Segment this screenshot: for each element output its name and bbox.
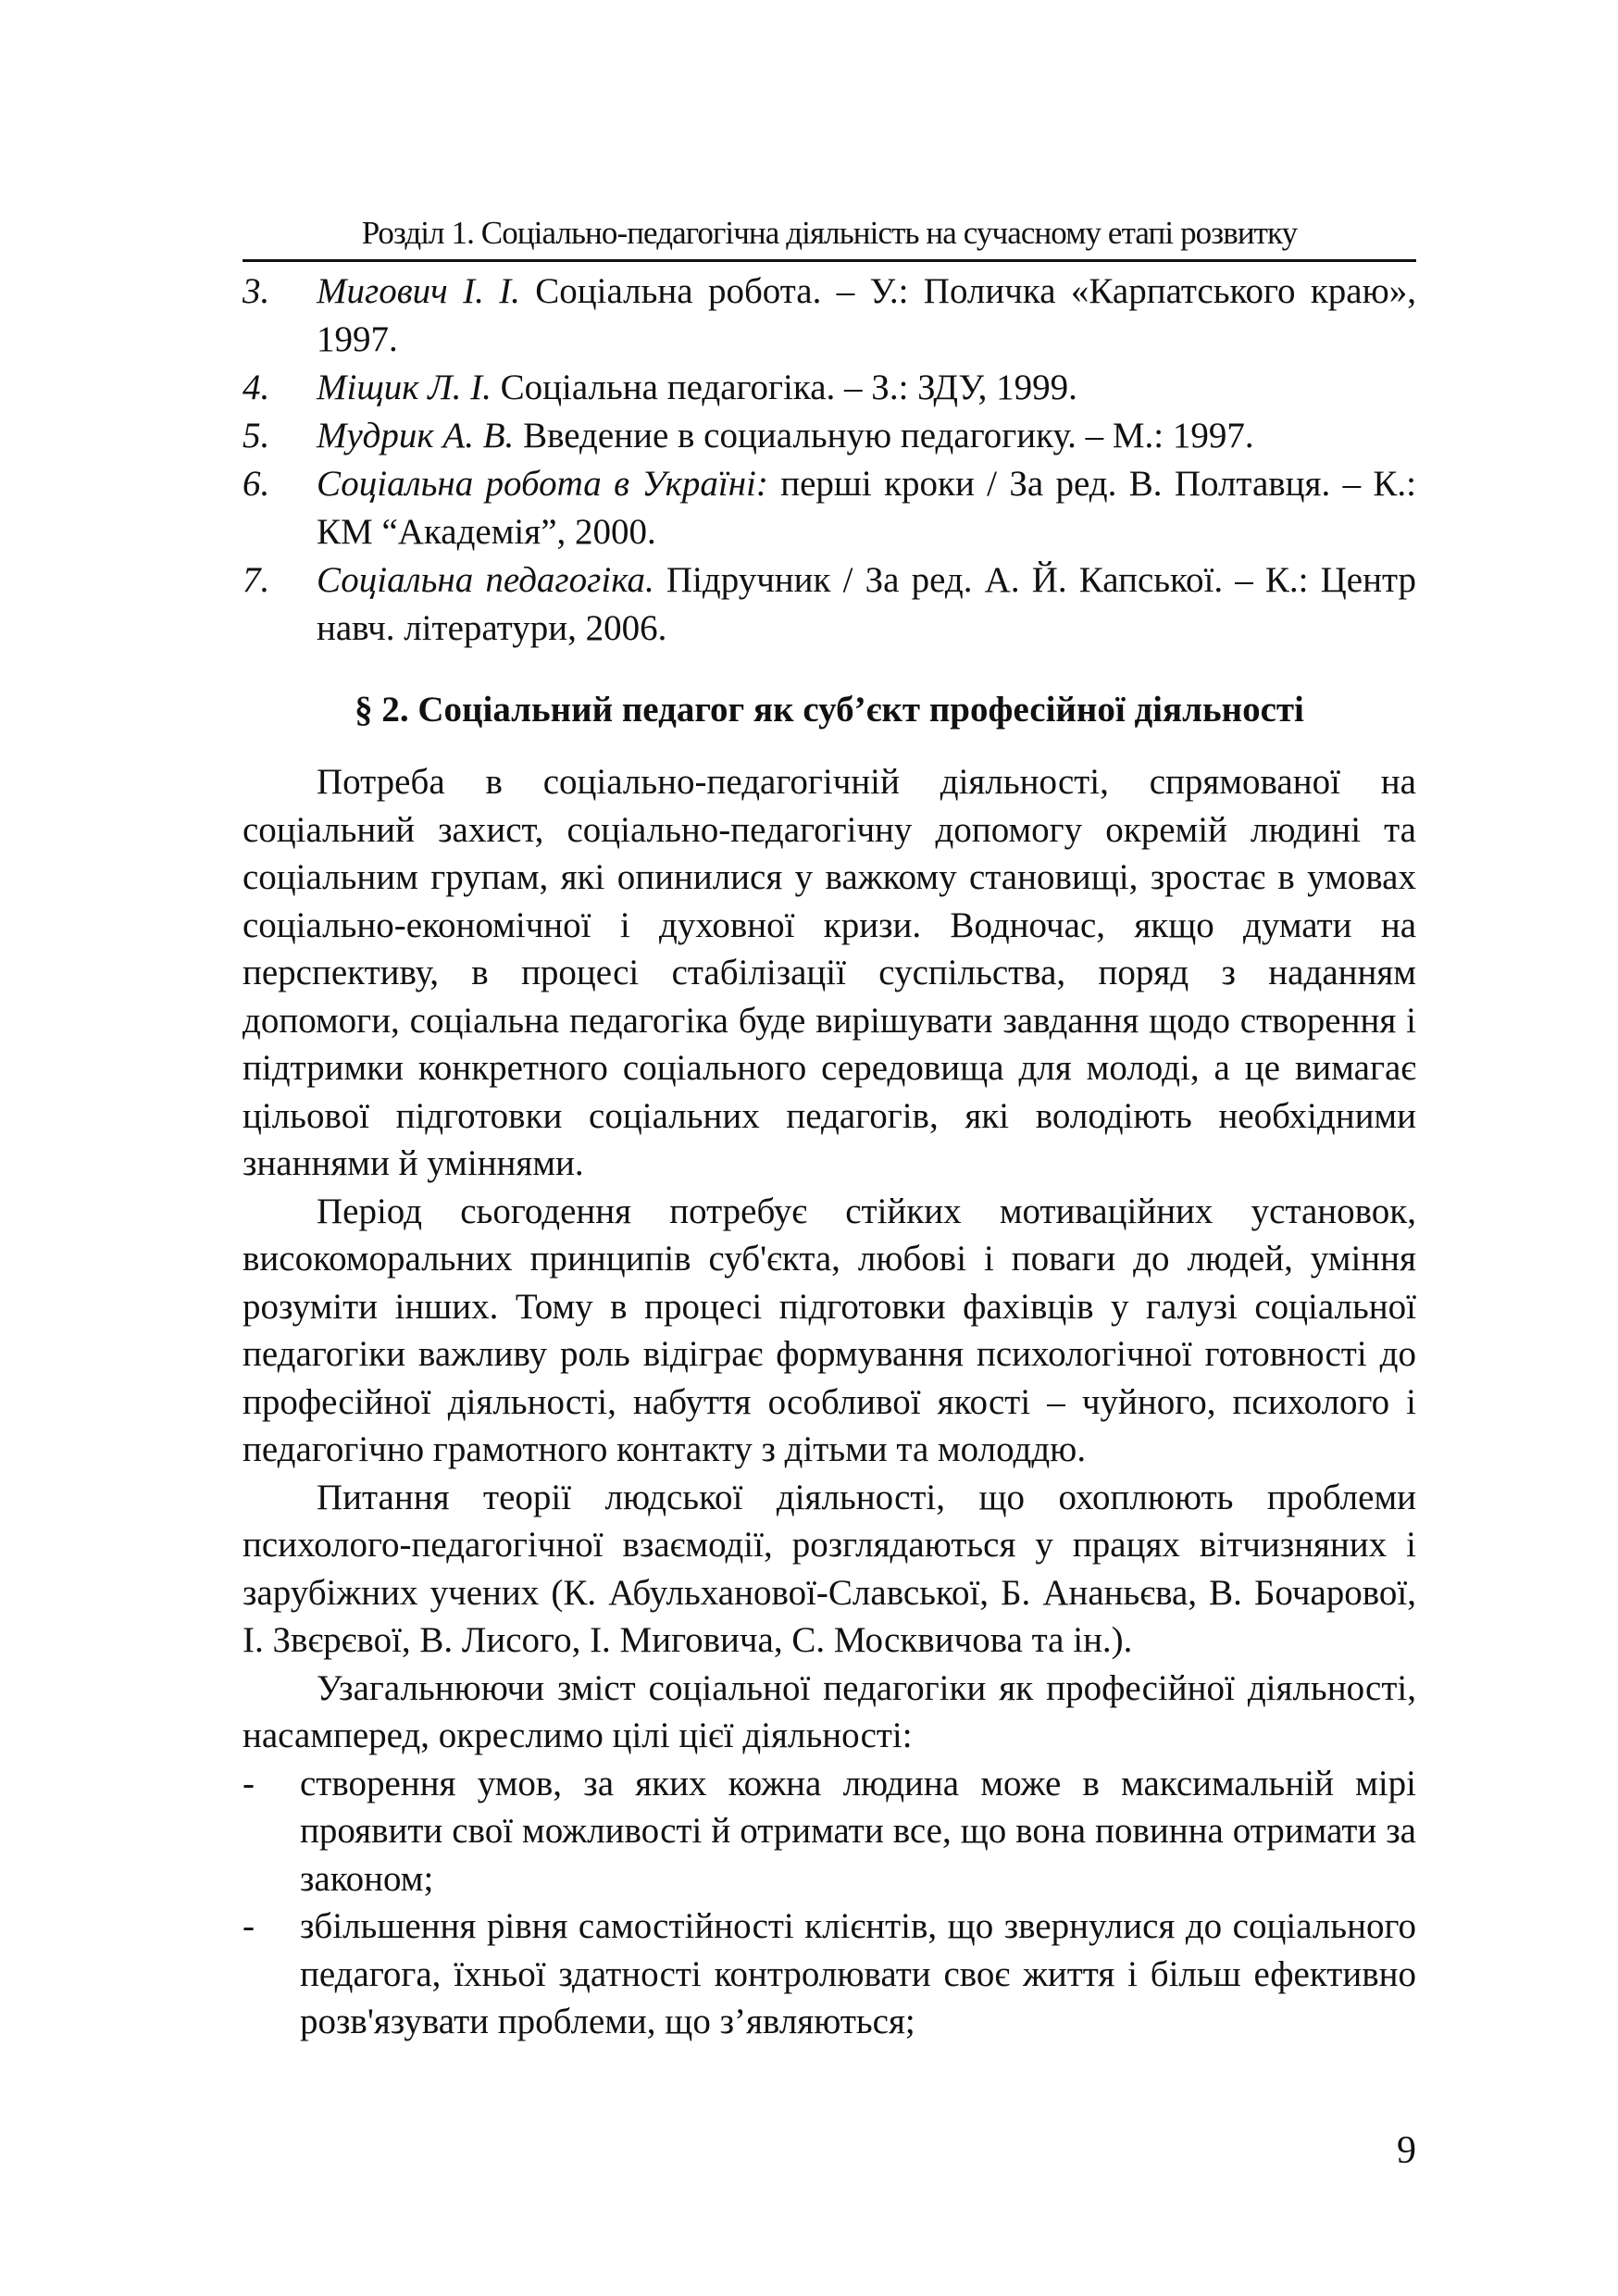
reference-details: Підручник / За ред. А. Й. Капської. – К.: Центр навч. літератури, 2006.: [317, 560, 1416, 648]
section-title: § 2. Соціальний педагог як суб’єкт професійної діяльності: [355, 690, 1304, 730]
reference-item: [243, 268, 1416, 364]
page-number: 9: [1397, 2129, 1416, 2172]
reference-author: Мудрик А. В.: [317, 416, 515, 455]
goals-list: [243, 1760, 1416, 2046]
body-paragraph: Потреба в соціально-педагогічній діяльності, спрямованої на соціальний захист, соціально-педагогічну допомогу окремій людині та соціальним групам, які опинилися у важкому становищі, зростає в умовах соціально-економічної і духовної кризи. Водночас, якщо думати на перспективу, в процесі стабілізації суспільства, поряд з наданням допомоги, соціальна педагогіка буде вирішувати завдання щодо створення і підтримки конкретного соціального середовища для молоді, а це вимагає цільової підготовки соціальних педагогів, які володіють необхідними знаннями й уміннями.: [243, 762, 1416, 1183]
goal-item: [243, 1760, 1416, 1903]
body-paragraph: Період сьогодення потребує стійких мотиваційних установок, високоморальних принципів суб'єкта, любові і поваги до людей, уміння розуміти інших. Тому в процесі підготовки фахівців у галузі соціальної педагогіки важливу роль відіграє формування психологічної готовності до професійної діяльності, набуття особливої якості – чуйного, психолого і педагогічно грамотного контакту з дітьми та молоддю.: [243, 1191, 1416, 1469]
reference-number: 5.: [243, 416, 270, 455]
reference-author: Соціальна робота в Україні:: [317, 464, 768, 504]
reference-details: Соціальна робота. – У.: Поличка «Карпатського краю», 1997.: [317, 271, 1416, 359]
reference-author: Мигович І. І.: [317, 271, 520, 311]
reference-item: [243, 460, 1416, 556]
reference-number: 7.: [243, 560, 270, 600]
body-paragraph: Узагальнюючи зміст соціальної педагогіки як професійної діяльності, насамперед, окреслимо цілі цієї діяльності:: [243, 1667, 1416, 1755]
goal-text: створення умов, за яких кожна людина може в максимальній мірі проявити свої можливості й отримати все, що вона повинна отримати за законом;: [300, 1763, 1416, 1899]
reference-author: Соціальна педагогіка.: [317, 560, 654, 600]
reference-item: [243, 364, 1416, 412]
reference-number: 6.: [243, 464, 270, 504]
running-header: Розділ 1. Соціально-педагогічна діяльність на сучасному етапі розвитку: [243, 213, 1416, 262]
reference-details: Введение в социальную педагогику. – М.: 1997.: [514, 416, 1254, 455]
goal-text: збільшення рівня самостійності клієнтів, що звернулися до соціального педагога, їхньої здатності контролювати своє життя і більш ефективно розв'язувати проблеми, що з’являються;: [300, 1906, 1416, 2041]
list-marker: -: [243, 1906, 255, 1946]
reference-details: перші кроки / За ред. В. Полтавця. – К.: КМ “Академія”, 2000.: [317, 464, 1416, 552]
reference-item: [243, 556, 1416, 653]
reference-item: [243, 412, 1416, 460]
reference-list: [243, 268, 1416, 653]
reference-number: 4.: [243, 368, 270, 407]
reference-details: Соціальна педагогіка. – З.: ЗДУ, 1999.: [491, 368, 1077, 407]
reference-number: 3.: [243, 271, 270, 311]
goal-item: [243, 1903, 1416, 2046]
page-content: [243, 213, 1416, 2046]
body-paragraph: Питання теорії людської діяльності, що охоплюють проблеми психолого-педагогічної взаємодії, розглядаються у працях вітчизняних і зарубіжних учених (К. Абульханової-Славської, Б. Ананьєва, В. Бочарової, І. Звєрєвої, В. Лисого, І. Миговича, С. Москвичова та ін.).: [243, 1477, 1416, 1660]
list-marker: -: [243, 1763, 255, 1803]
reference-author: Міщик Л. І.: [317, 368, 492, 407]
